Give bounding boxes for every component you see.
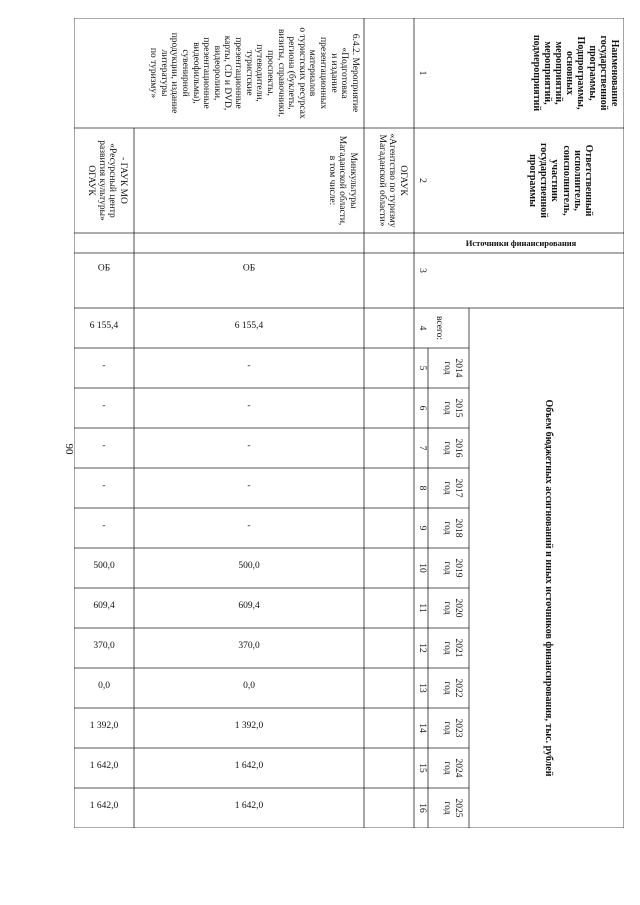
row-1-value-10: 1 392,0 <box>234 721 264 731</box>
header-year-2019: 2019 год <box>442 558 463 578</box>
col-number-4: 4 <box>417 325 427 331</box>
row-2-value-6: 500,0 <box>93 561 115 571</box>
row-1-value-2: - <box>247 401 251 411</box>
row-2-source: ОБ <box>97 263 111 274</box>
header-year-2016: 2016 год <box>442 438 463 458</box>
header-year-2015: 2015 год <box>442 398 463 418</box>
row-2-value-7: 609,4 <box>93 601 115 611</box>
header-year-2025: 2025 год <box>442 798 463 818</box>
header-year-2014: 2014 год <box>442 358 463 378</box>
row-2-value-10: 1 392,0 <box>89 721 119 731</box>
row-2-value-11: 1 642,0 <box>89 761 119 771</box>
header-year-2022: 2022 год <box>442 678 463 698</box>
row-1-value-4: - <box>247 481 251 491</box>
header-year-2023: 2023 год <box>442 718 463 738</box>
row-1-value-1: - <box>247 361 251 371</box>
header-year-2021: 2021 год <box>442 638 463 658</box>
row-1-value-12: 1 642,0 <box>234 801 264 811</box>
header-year-2020: 2020 год <box>442 598 463 618</box>
row-2-value-4: - <box>102 481 106 491</box>
row-1-value-11: 1 642,0 <box>234 761 264 771</box>
col-number-7: 7 <box>417 445 427 451</box>
row-2-value-9: 0,0 <box>98 681 110 691</box>
header-year-2017: 2017 год <box>442 478 463 498</box>
row-1-executor: Минкультуры Магаданской области, в том числе: <box>326 135 358 226</box>
col-number-3: 3 <box>417 268 427 273</box>
col-number-2: 2 <box>417 178 427 183</box>
row-1-value-7: 609,4 <box>238 601 260 611</box>
row-1-value-6: 500,0 <box>238 561 260 571</box>
budget-table <box>74 18 624 828</box>
row-2-value-5: - <box>102 521 106 531</box>
col-number-12: 12 <box>417 643 427 653</box>
col-number-8: 8 <box>417 485 427 491</box>
row-1-value-3: - <box>247 441 251 451</box>
col-number-16: 16 <box>417 803 427 813</box>
col-number-9: 9 <box>417 525 427 531</box>
header-col-executor: Ответственный исполнитель, соисполнитель, участник государственной программы <box>527 142 594 219</box>
row-2-value-0: 6 155,4 <box>89 321 119 331</box>
row-1-value-9: 0,0 <box>243 681 255 691</box>
row-2-value-8: 370,0 <box>93 641 115 651</box>
row-2-value-12: 1 642,0 <box>89 801 119 811</box>
row-1-source: ОБ <box>242 263 256 274</box>
header-funding-title: Объем бюджетных ассигнований и иных источников финансирования, тыс. рублей <box>543 399 554 777</box>
col-number-6: 6 <box>417 405 427 411</box>
row-2-value-1: - <box>102 361 106 371</box>
row-2-value-2: - <box>102 401 106 411</box>
row-1-name: 6.4.2. Мероприятие «Подготовка и издание презентационных материалов о туристских ресурсах региона (буклеты, визиты, справочники, проспекты, путеводители, туристские презентационные карты, CD и DVD, видеоролики, презентационные видеофильмы), сувенирной продукции, издание литературы по туризму» <box>148 27 360 119</box>
col-number-13: 13 <box>417 683 427 693</box>
col-number-1: 1 <box>417 70 427 76</box>
row-1-value-8: 370,0 <box>238 641 260 651</box>
row-2-value-3: - <box>102 441 106 451</box>
col-number-5: 5 <box>417 365 427 371</box>
col-number-14: 14 <box>417 723 427 733</box>
header-year-2018: 2018 год <box>442 518 463 538</box>
row-1-value-0: 6 155,4 <box>234 321 264 331</box>
page-number: 90 <box>63 443 75 455</box>
header-total: всего: <box>434 315 444 341</box>
col-number-11: 11 <box>417 603 427 613</box>
col-number-15: 15 <box>417 763 427 773</box>
row-0-executor: ОГАУК «Агентство по туризму Магаданской области» <box>376 133 408 228</box>
col-number-10: 10 <box>417 563 427 573</box>
row-1-value-5: - <box>247 521 251 531</box>
row-2-executor: - ГАУК МО «Ресурсный центр развития культуры» ОГАУК <box>86 140 128 221</box>
header-year-2024: 2024 год <box>442 758 463 778</box>
header-col-name: Наименование государственной программы, Подпрограммы, основных мероприятий, мероприятий, подмероприятий <box>530 34 620 112</box>
header-col-source: Источники финансирования <box>465 238 577 248</box>
